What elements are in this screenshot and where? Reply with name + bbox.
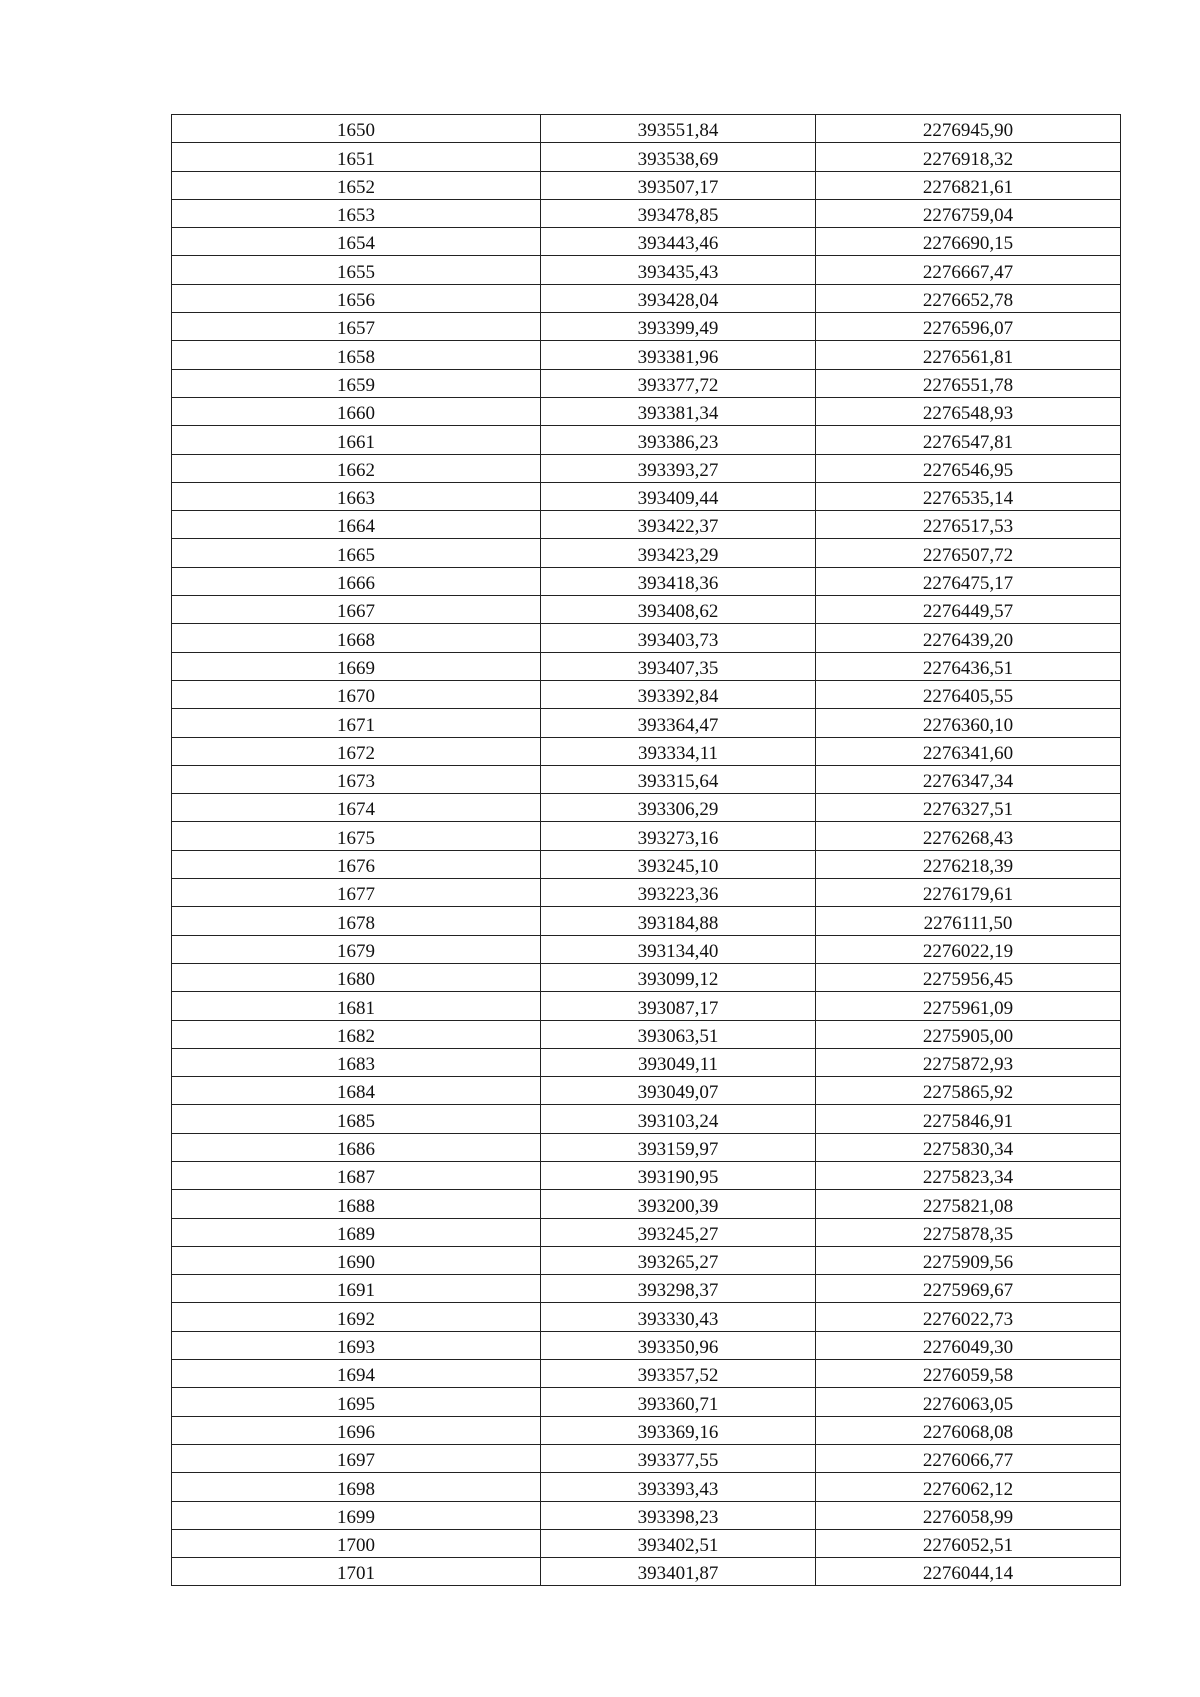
point-number-cell: 1669 [172,652,541,680]
table-row [172,624,1121,652]
x-coordinate-cell: 393551,84 [541,115,816,143]
x-coordinate-cell: 393392,84 [541,680,816,708]
y-coordinate-cell: 2275872,93 [816,1048,1121,1076]
y-coordinate-cell: 2276918,32 [816,143,1121,171]
point-number-cell: 1683 [172,1048,541,1076]
table-row [172,341,1121,369]
y-coordinate-cell: 2276667,47 [816,256,1121,284]
table-row [172,284,1121,312]
table-row [172,992,1121,1020]
table-row [172,397,1121,425]
table-row [172,482,1121,510]
x-coordinate-cell: 393401,87 [541,1558,816,1586]
table-row [172,596,1121,624]
point-number-cell: 1655 [172,256,541,284]
x-coordinate-cell: 393386,23 [541,426,816,454]
y-coordinate-cell: 2276022,19 [816,935,1121,963]
point-number-cell: 1652 [172,171,541,199]
x-coordinate-cell: 393103,24 [541,1105,816,1133]
point-number-cell: 1659 [172,369,541,397]
point-number-cell: 1690 [172,1246,541,1274]
y-coordinate-cell: 2275956,45 [816,963,1121,991]
point-number-cell: 1682 [172,1020,541,1048]
point-number-cell: 1664 [172,511,541,539]
table-row [172,1444,1121,1472]
table-row [172,1558,1121,1586]
point-number-cell: 1663 [172,482,541,510]
table-row [172,907,1121,935]
table-row [172,1246,1121,1274]
table-row [172,369,1121,397]
table-row [172,652,1121,680]
y-coordinate-cell: 2275878,35 [816,1218,1121,1246]
table-row [172,1105,1121,1133]
x-coordinate-cell: 393381,34 [541,397,816,425]
x-coordinate-cell: 393315,64 [541,765,816,793]
point-number-cell: 1657 [172,313,541,341]
y-coordinate-cell: 2275821,08 [816,1190,1121,1218]
y-coordinate-cell: 2276066,77 [816,1444,1121,1472]
table-row [172,199,1121,227]
x-coordinate-cell: 393087,17 [541,992,816,1020]
x-coordinate-cell: 393159,97 [541,1133,816,1161]
table-row [172,539,1121,567]
point-number-cell: 1658 [172,341,541,369]
table-row [172,1529,1121,1557]
x-coordinate-cell: 393478,85 [541,199,816,227]
y-coordinate-cell: 2276449,57 [816,596,1121,624]
x-coordinate-cell: 393330,43 [541,1303,816,1331]
table-row [172,1020,1121,1048]
x-coordinate-cell: 393357,52 [541,1360,816,1388]
point-number-cell: 1661 [172,426,541,454]
x-coordinate-cell: 393049,07 [541,1077,816,1105]
x-coordinate-cell: 393538,69 [541,143,816,171]
x-coordinate-cell: 393063,51 [541,1020,816,1048]
y-coordinate-cell: 2276059,58 [816,1360,1121,1388]
point-number-cell: 1656 [172,284,541,312]
x-coordinate-cell: 393377,72 [541,369,816,397]
x-coordinate-cell: 393223,36 [541,879,816,907]
y-coordinate-cell: 2276517,53 [816,511,1121,539]
point-number-cell: 1681 [172,992,541,1020]
point-number-cell: 1695 [172,1388,541,1416]
x-coordinate-cell: 393393,43 [541,1473,816,1501]
y-coordinate-cell: 2276218,39 [816,850,1121,878]
table-row [172,1077,1121,1105]
point-number-cell: 1650 [172,115,541,143]
y-coordinate-cell: 2276546,95 [816,454,1121,482]
y-coordinate-cell: 2276652,78 [816,284,1121,312]
x-coordinate-cell: 393049,11 [541,1048,816,1076]
table-row [172,426,1121,454]
table-row [172,680,1121,708]
x-coordinate-cell: 393245,10 [541,850,816,878]
x-coordinate-cell: 393443,46 [541,228,816,256]
x-coordinate-cell: 393306,29 [541,794,816,822]
point-number-cell: 1680 [172,963,541,991]
x-coordinate-cell: 393423,29 [541,539,816,567]
y-coordinate-cell: 2276327,51 [816,794,1121,822]
x-coordinate-cell: 393381,96 [541,341,816,369]
point-number-cell: 1671 [172,709,541,737]
table-row [172,1473,1121,1501]
table-row [172,171,1121,199]
point-number-cell: 1677 [172,879,541,907]
y-coordinate-cell: 2276022,73 [816,1303,1121,1331]
x-coordinate-cell: 393298,37 [541,1275,816,1303]
x-coordinate-cell: 393422,37 [541,511,816,539]
point-number-cell: 1673 [172,765,541,793]
coordinates-table [171,114,1121,1586]
y-coordinate-cell: 2275969,67 [816,1275,1121,1303]
x-coordinate-cell: 393398,23 [541,1501,816,1529]
x-coordinate-cell: 393360,71 [541,1388,816,1416]
table-row [172,935,1121,963]
table-row [172,1416,1121,1444]
point-number-cell: 1667 [172,596,541,624]
point-number-cell: 1674 [172,794,541,822]
table-row [172,228,1121,256]
table-row [172,115,1121,143]
point-number-cell: 1678 [172,907,541,935]
y-coordinate-cell: 2275961,09 [816,992,1121,1020]
table-row [172,256,1121,284]
table-row [172,1331,1121,1359]
x-coordinate-cell: 393507,17 [541,171,816,199]
point-number-cell: 1662 [172,454,541,482]
point-number-cell: 1660 [172,397,541,425]
table-row [172,1303,1121,1331]
x-coordinate-cell: 393245,27 [541,1218,816,1246]
y-coordinate-cell: 2275905,00 [816,1020,1121,1048]
table-row [172,1388,1121,1416]
y-coordinate-cell: 2276596,07 [816,313,1121,341]
point-number-cell: 1653 [172,199,541,227]
x-coordinate-cell: 393399,49 [541,313,816,341]
point-number-cell: 1676 [172,850,541,878]
table-row [172,1275,1121,1303]
x-coordinate-cell: 393364,47 [541,709,816,737]
point-number-cell: 1693 [172,1331,541,1359]
point-number-cell: 1687 [172,1161,541,1189]
y-coordinate-cell: 2276945,90 [816,115,1121,143]
table-row [172,511,1121,539]
point-number-cell: 1694 [172,1360,541,1388]
y-coordinate-cell: 2276360,10 [816,709,1121,737]
table-row [172,1218,1121,1246]
x-coordinate-cell: 393408,62 [541,596,816,624]
table-row [172,567,1121,595]
x-coordinate-cell: 393409,44 [541,482,816,510]
x-coordinate-cell: 393435,43 [541,256,816,284]
y-coordinate-cell: 2276561,81 [816,341,1121,369]
point-number-cell: 1696 [172,1416,541,1444]
table-row [172,709,1121,737]
table-row [172,1161,1121,1189]
point-number-cell: 1691 [172,1275,541,1303]
y-coordinate-cell: 2276405,55 [816,680,1121,708]
y-coordinate-cell: 2276179,61 [816,879,1121,907]
point-number-cell: 1651 [172,143,541,171]
x-coordinate-cell: 393377,55 [541,1444,816,1472]
point-number-cell: 1699 [172,1501,541,1529]
table-row [172,963,1121,991]
y-coordinate-cell: 2276347,34 [816,765,1121,793]
x-coordinate-cell: 393334,11 [541,737,816,765]
y-coordinate-cell: 2276507,72 [816,539,1121,567]
point-number-cell: 1697 [172,1444,541,1472]
y-coordinate-cell: 2276535,14 [816,482,1121,510]
table-row [172,850,1121,878]
y-coordinate-cell: 2276821,61 [816,171,1121,199]
x-coordinate-cell: 393407,35 [541,652,816,680]
x-coordinate-cell: 393190,95 [541,1161,816,1189]
table-row [172,1133,1121,1161]
y-coordinate-cell: 2276759,04 [816,199,1121,227]
y-coordinate-cell: 2276439,20 [816,624,1121,652]
y-coordinate-cell: 2275865,92 [816,1077,1121,1105]
x-coordinate-cell: 393273,16 [541,822,816,850]
y-coordinate-cell: 2276551,78 [816,369,1121,397]
point-number-cell: 1684 [172,1077,541,1105]
y-coordinate-cell: 2276058,99 [816,1501,1121,1529]
point-number-cell: 1686 [172,1133,541,1161]
y-coordinate-cell: 2276436,51 [816,652,1121,680]
y-coordinate-cell: 2275823,34 [816,1161,1121,1189]
x-coordinate-cell: 393428,04 [541,284,816,312]
point-number-cell: 1698 [172,1473,541,1501]
x-coordinate-cell: 393402,51 [541,1529,816,1557]
table-row [172,879,1121,907]
table-row [172,822,1121,850]
x-coordinate-cell: 393265,27 [541,1246,816,1274]
point-number-cell: 1670 [172,680,541,708]
y-coordinate-cell: 2276063,05 [816,1388,1121,1416]
table-row [172,1190,1121,1218]
table-row [172,1360,1121,1388]
y-coordinate-cell: 2276044,14 [816,1558,1121,1586]
table-row [172,794,1121,822]
point-number-cell: 1701 [172,1558,541,1586]
point-number-cell: 1679 [172,935,541,963]
y-coordinate-cell: 2276341,60 [816,737,1121,765]
point-number-cell: 1654 [172,228,541,256]
point-number-cell: 1675 [172,822,541,850]
point-number-cell: 1672 [172,737,541,765]
x-coordinate-cell: 393403,73 [541,624,816,652]
x-coordinate-cell: 393200,39 [541,1190,816,1218]
point-number-cell: 1668 [172,624,541,652]
point-number-cell: 1688 [172,1190,541,1218]
y-coordinate-cell: 2276062,12 [816,1473,1121,1501]
point-number-cell: 1685 [172,1105,541,1133]
x-coordinate-cell: 393369,16 [541,1416,816,1444]
table-row [172,313,1121,341]
y-coordinate-cell: 2276068,08 [816,1416,1121,1444]
y-coordinate-cell: 2276111,50 [816,907,1121,935]
coordinates-table-body [172,115,1121,1586]
y-coordinate-cell: 2275830,34 [816,1133,1121,1161]
y-coordinate-cell: 2275909,56 [816,1246,1121,1274]
table-row [172,454,1121,482]
table-row [172,143,1121,171]
table-row [172,1501,1121,1529]
point-number-cell: 1689 [172,1218,541,1246]
point-number-cell: 1666 [172,567,541,595]
y-coordinate-cell: 2276475,17 [816,567,1121,595]
point-number-cell: 1665 [172,539,541,567]
x-coordinate-cell: 393418,36 [541,567,816,595]
y-coordinate-cell: 2276268,43 [816,822,1121,850]
point-number-cell: 1692 [172,1303,541,1331]
y-coordinate-cell: 2276052,51 [816,1529,1121,1557]
point-number-cell: 1700 [172,1529,541,1557]
y-coordinate-cell: 2275846,91 [816,1105,1121,1133]
table-row [172,1048,1121,1076]
table-row [172,737,1121,765]
x-coordinate-cell: 393393,27 [541,454,816,482]
y-coordinate-cell: 2276049,30 [816,1331,1121,1359]
x-coordinate-cell: 393350,96 [541,1331,816,1359]
x-coordinate-cell: 393184,88 [541,907,816,935]
x-coordinate-cell: 393134,40 [541,935,816,963]
y-coordinate-cell: 2276690,15 [816,228,1121,256]
y-coordinate-cell: 2276548,93 [816,397,1121,425]
x-coordinate-cell: 393099,12 [541,963,816,991]
y-coordinate-cell: 2276547,81 [816,426,1121,454]
table-row [172,765,1121,793]
